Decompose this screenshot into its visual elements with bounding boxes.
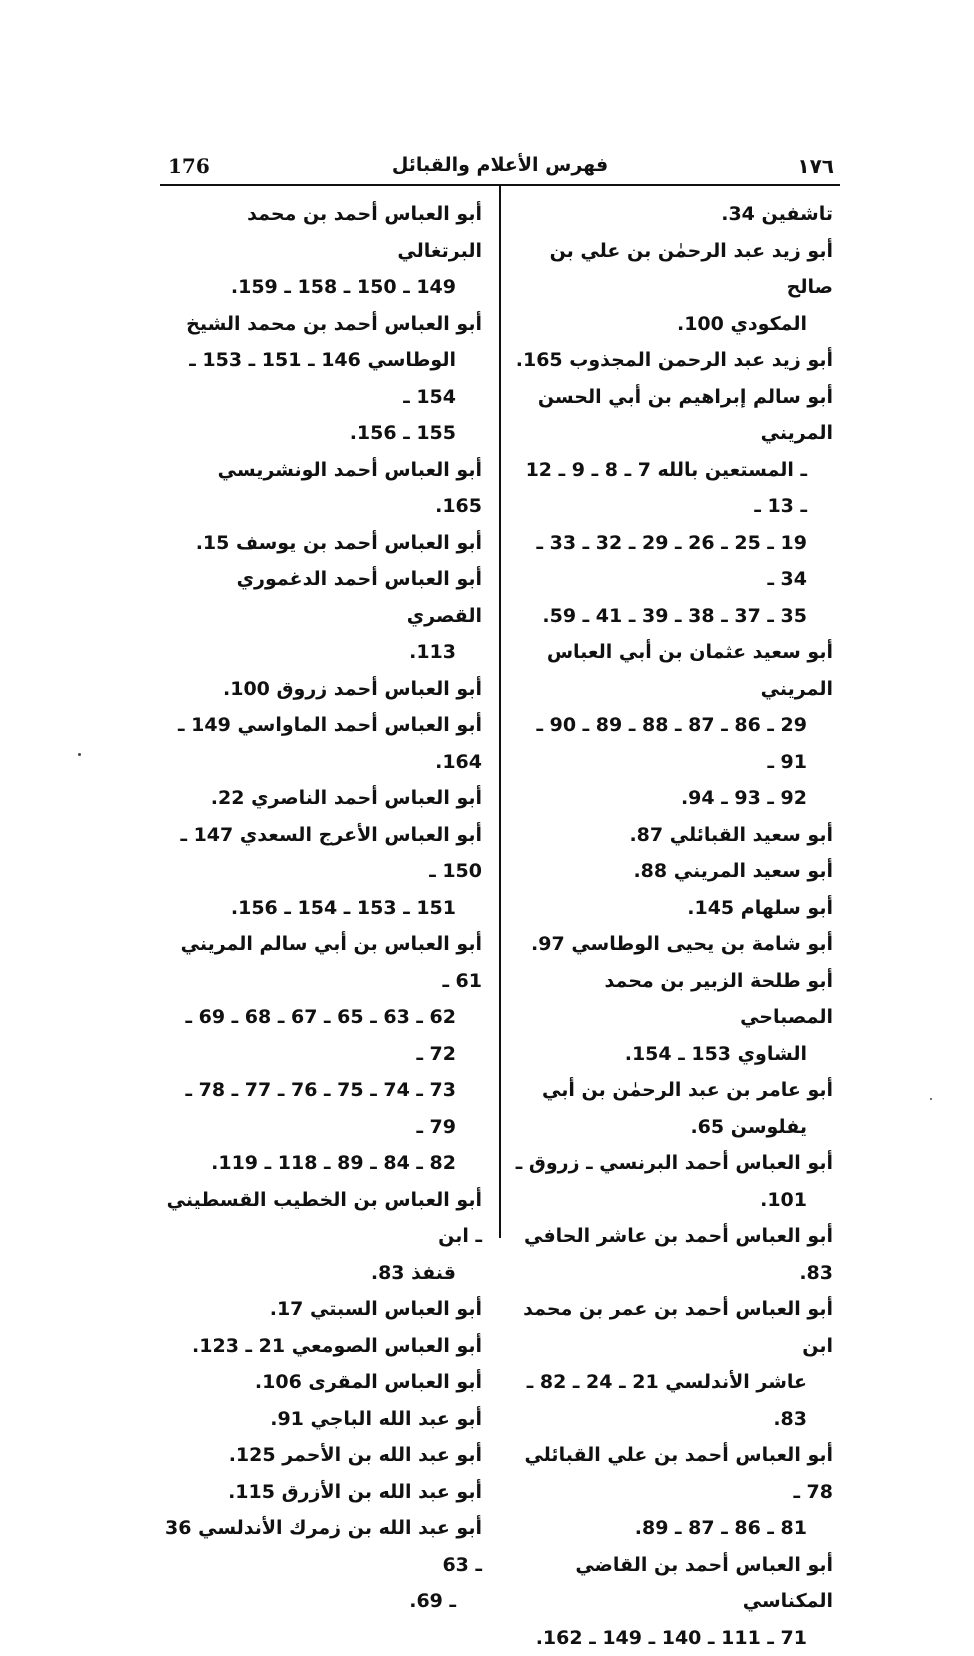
- entry-headline: أبو العباس أحمد بن عمر بن محمد ابن: [515, 1291, 833, 1364]
- entry-headline: أبو سعيد عثمان بن أبي العباس المريني: [515, 634, 833, 707]
- entry-headline: أبو العباس أحمد بن القاضي المكناسي: [515, 1547, 833, 1620]
- left-column-entry: [165, 196, 482, 306]
- entry-continuation: 81 ـ 86 ـ 87 ـ 89.: [515, 1510, 833, 1547]
- entry-headline: أبو العباس أحمد بن عاشر الحافي 83.: [515, 1218, 833, 1291]
- entry-continuation: 82 ـ 84 ـ 89 ـ 118 ـ 119.: [165, 1145, 482, 1182]
- left-column-entry: [165, 1437, 482, 1474]
- left-column-entry: [165, 452, 482, 525]
- entry-continuation: قنفذ 83.: [165, 1255, 482, 1292]
- entry-headline: أبو العباس أحمد بن علي القبائلي 78 ـ: [515, 1437, 833, 1510]
- left-column-entry: [165, 306, 482, 452]
- entry-headline: أبو العباس أحمد بن محمد البرتغالي: [165, 196, 482, 269]
- entry-continuation: 62 ـ 63 ـ 65 ـ 67 ـ 68 ـ 69 ـ 72 ـ: [165, 999, 482, 1072]
- right-column-entry: [515, 379, 833, 635]
- right-column-entry: [515, 1547, 833, 1656]
- entry-headline: أبو العباس بن الخطيب القسطيني ـ ابن: [165, 1182, 482, 1255]
- right-column-entry: [515, 233, 833, 343]
- entry-headline: أبو العباس الأعرج السعدي 147 ـ 150 ـ: [165, 817, 482, 890]
- entry-continuation: 149 ـ 150 ـ 158 ـ 159.: [165, 269, 482, 306]
- scan-speck: [78, 753, 81, 756]
- entry-continuation: 113.: [165, 634, 482, 671]
- entry-headline: أبو العباس السبتي 17.: [165, 1291, 482, 1328]
- left-column-entry: [165, 817, 482, 927]
- entry-continuation: الوطاسي 146 ـ 151 ـ 153 ـ 154 ـ: [165, 342, 482, 415]
- right-column-entry: [515, 196, 833, 233]
- right-column-entry: [515, 1145, 833, 1218]
- entry-headline: أبو عبد الله بن الأحمر 125.: [165, 1437, 482, 1474]
- left-column-entry: [165, 926, 482, 1182]
- left-column: [165, 196, 482, 1620]
- entry-continuation: 19 ـ 25 ـ 26 ـ 29 ـ 32 ـ 33 ـ 34 ـ: [515, 525, 833, 598]
- entry-headline: أبو العباس المقرى 106.: [165, 1364, 482, 1401]
- entry-headline: أبو العباس أحمد بن محمد الشيخ: [165, 306, 482, 343]
- entry-headline: تاشفين 34.: [515, 196, 833, 233]
- entry-headline: أبو سعيد المريني 88.: [515, 853, 833, 890]
- entry-headline: أبو العباس أحمد الماواسي 149 ـ 164.: [165, 707, 482, 780]
- entry-headline: أبو العباس أحمد الدغموري القصري: [165, 561, 482, 634]
- entry-headline: أبو عبد الله الباجي 91.: [165, 1401, 482, 1438]
- right-column-entry: [515, 890, 833, 927]
- left-column-entry: [165, 1328, 482, 1365]
- entry-continuation: المكودي 100.: [515, 306, 833, 343]
- left-column-entry: [165, 1182, 482, 1292]
- right-column-entry: [515, 1218, 833, 1291]
- column-divider: [499, 186, 501, 1238]
- right-column-entry: [515, 634, 833, 817]
- entry-continuation: 155 ـ 156.: [165, 415, 482, 452]
- entry-continuation: 101.: [515, 1182, 833, 1219]
- right-column-entry: [515, 926, 833, 963]
- left-column-entry: [165, 780, 482, 817]
- entry-headline: أبو العباس بن أبي سالم المريني 61 ـ: [165, 926, 482, 999]
- entry-headline: أبو عبد الله بن زمرك الأندلسي 36 ـ 63: [165, 1510, 482, 1583]
- left-column-entry: [165, 671, 482, 708]
- left-column-entry: [165, 707, 482, 780]
- entry-continuation: ـ 69.: [165, 1583, 482, 1620]
- entry-headline: أبو العباس أحمد زروق 100.: [165, 671, 482, 708]
- right-column-entry: [515, 853, 833, 890]
- entry-headline: أبو طلحة الزبير بن محمد المصباحي: [515, 963, 833, 1036]
- entry-headline: أبو العباس الصومعي 21 ـ 123.: [165, 1328, 482, 1365]
- entry-continuation: عاشر الأندلسي 21 ـ 24 ـ 82 ـ 83.: [515, 1364, 833, 1437]
- entry-headline: أبو سعيد القبائلي 87.: [515, 817, 833, 854]
- entry-continuation: 35 ـ 37 ـ 38 ـ 39 ـ 41 ـ 59.: [515, 598, 833, 635]
- entry-continuation: 29 ـ 86 ـ 87 ـ 88 ـ 89 ـ 90 ـ 91 ـ: [515, 707, 833, 780]
- left-column-entry: [165, 1401, 482, 1438]
- entry-continuation: يفلوسن 65.: [515, 1109, 833, 1146]
- entry-headline: أبو عامر بن عبد الرحمٰن بن أبي: [515, 1072, 833, 1109]
- right-column-entry: [515, 342, 833, 379]
- left-column-entry: [165, 525, 482, 562]
- entry-continuation: الشاوي 153 ـ 154.: [515, 1036, 833, 1073]
- page-number-arabic: ١٧٦: [797, 154, 834, 178]
- left-column-entry: [165, 561, 482, 671]
- right-column-entry: [515, 1072, 833, 1145]
- left-column-entry: [165, 1474, 482, 1511]
- entry-headline: أبو سالم إبراهيم بن أبي الحسن المريني: [515, 379, 833, 452]
- entry-headline: أبو زيد عبد الرحمن المجذوب 165.: [515, 342, 833, 379]
- entry-headline: أبو سلهام 145.: [515, 890, 833, 927]
- right-column-entry: [515, 963, 833, 1073]
- entry-headline: أبو العباس أحمد الونشريسي 165.: [165, 452, 482, 525]
- page-header: [160, 150, 840, 182]
- left-column-entry: [165, 1291, 482, 1328]
- entry-headline: أبو شامة بن يحيى الوطاسي 97.: [515, 926, 833, 963]
- left-column-entry: [165, 1510, 482, 1620]
- page-number-latin: 176: [168, 154, 210, 178]
- left-column-entry: [165, 1364, 482, 1401]
- entry-continuation: 71 ـ 111 ـ 140 ـ 149 ـ 162.: [515, 1620, 833, 1656]
- entry-headline: أبو زيد عبد الرحمٰن بن علي بن صالح: [515, 233, 833, 306]
- entry-continuation: 92 ـ 93 ـ 94.: [515, 780, 833, 817]
- entry-headline: أبو العباس أحمد البرنسي ـ زروق ـ: [515, 1145, 833, 1182]
- entry-continuation: ـ المستعين بالله 7 ـ 8 ـ 9 ـ 12 ـ 13 ـ: [515, 452, 833, 525]
- entry-headline: أبو عبد الله بن الأزرق 115.: [165, 1474, 482, 1511]
- right-column: [515, 196, 833, 1656]
- right-column-entry: [515, 1437, 833, 1547]
- entry-continuation: 151 ـ 153 ـ 154 ـ 156.: [165, 890, 482, 927]
- scan-speck: [930, 1098, 932, 1100]
- entry-headline: أبو العباس أحمد بن يوسف 15.: [165, 525, 482, 562]
- right-column-entry: [515, 817, 833, 854]
- entry-continuation: 73 ـ 74 ـ 75 ـ 76 ـ 77 ـ 78 ـ 79 ـ: [165, 1072, 482, 1145]
- entry-headline: أبو العباس أحمد الناصري 22.: [165, 780, 482, 817]
- right-column-entry: [515, 1291, 833, 1437]
- running-title: فهرس الأعلام والقبائل: [160, 154, 840, 176]
